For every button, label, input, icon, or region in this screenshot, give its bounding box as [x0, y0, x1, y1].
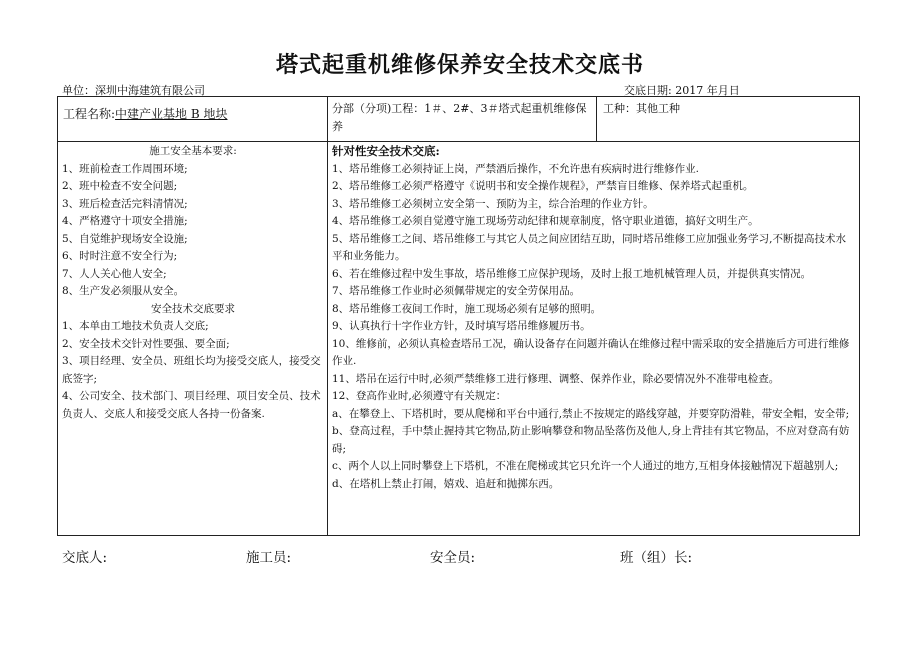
project-label: 工程名称:	[63, 107, 116, 121]
unit-label: 单位：深圳中海建筑有限公司	[62, 84, 205, 97]
list-item: 3、项目经理、安全员、班组长均为接受交底人，接受交底签字;	[62, 355, 321, 385]
left-requirements	[62, 143, 324, 423]
list-item: 6、若在维修过程中发生事故，塔吊维修工应保护现场，及时上报工地机械管理人员，并提供真实情况。	[332, 267, 812, 280]
list-item: c、两个人以上同时攀登上下塔机，不准在爬梯或其它只允许一个人通过的地方,互相身体接触情况下超越别人;	[332, 460, 839, 472]
list-item: 2、塔吊维修工必须严格遵守《说明书和安全操作规程》，严禁盲目维修、保养塔式起重机。	[332, 180, 754, 192]
handover-date: 交底日期: 2017 年月日	[624, 84, 740, 97]
list-item: 4、公司安全、技术部门、项目经理、项目安全员、技术负责人、交底人和接受交底人各持一份备案.	[62, 390, 321, 420]
list-item: 4、塔吊维修工必须自觉遵守施工现场劳动纪律和规章制度，恪守职业道德，搞好文明生产。	[332, 215, 759, 227]
list-item: 4、严格遵守十项安全措施;	[62, 215, 188, 227]
list-item: 1、本单由工地技术负责人交底;	[62, 320, 209, 332]
targeted-safety-disclosure	[332, 143, 856, 493]
disclosure-table	[57, 96, 860, 536]
list-item: 1、塔吊维修工必须持证上岗，严禁酒后操作，不允许患有疾病时进行维修作业.	[332, 162, 700, 175]
safety-officer-signature-label: 安全员:	[430, 550, 476, 566]
header-divider-1	[327, 97, 328, 141]
list-item: 2、班中检查不安全问题;	[62, 180, 178, 192]
list-item: 10、维修前，必须认真检查塔吊工况，确认设备存在问题并确认在维修过程中需采取的安全措施后方可进行维修作业.	[332, 337, 850, 367]
subproject-cell: 分部（分项)工程：1＃、2#、3＃塔式起重机维修保养	[332, 102, 587, 133]
list-item: 11、塔吊在运行中时,必须严禁维修工进行修理、调整、保养作业，除必要情况外不准带电检查。	[332, 372, 780, 385]
list-item: 3、塔吊维修工必须树立安全第一、预防为主，综合治理的作业方针。	[332, 197, 654, 210]
discloser-signature-label: 交底人:	[62, 550, 108, 566]
list-item: 12、登高作业时,必须遵守有关规定：	[332, 390, 507, 402]
list-item: 6、时时注意不安全行为;	[62, 250, 178, 262]
header-divider-2	[596, 97, 597, 141]
team-leader-signature-label: 班（组）长:	[620, 550, 693, 566]
trade-cell: 工种：其他工种	[603, 102, 680, 115]
basic-requirements-title: 施工安全基本要求:	[149, 145, 237, 157]
list-item: d、在塔机上禁止打闹，嬉戏、追赶和抛掷东西。	[332, 477, 560, 490]
list-item: 8、生产发必须服从安全。	[62, 285, 185, 297]
constructor-signature-label: 施工员:	[246, 550, 292, 566]
header-divider	[58, 141, 859, 142]
list-item: b、登高过程，手中禁止握持其它物品,防止影响攀登和物品坠落伤及他人,身上背挂有其它物品，不应对登高有妨碍;	[332, 425, 850, 455]
body-divider	[327, 141, 328, 536]
list-item: 2、安全技术交针对性要强、要全面;	[62, 337, 230, 350]
list-item: 7、塔吊维修工作业时必须佩带规定的安全劳保用品。	[332, 285, 581, 297]
list-item: a、在攀登上、下塔机时，要从爬梯和平台中通行,禁止不按规定的路线穿越，并要穿防滑鞋，带安全帽，安全带;	[332, 407, 850, 420]
project-name	[63, 105, 228, 124]
list-item: 8、塔吊维修工夜间工作时，施工现场必须有足够的照明。	[332, 302, 602, 315]
document-title: 塔式起重机维修保养安全技术交底书	[275, 52, 644, 78]
targeted-title: 针对性安全技术交底:	[332, 144, 440, 158]
project-value: 中建产业基地 B 地块	[115, 107, 228, 121]
list-item: 5、塔吊维修工之间、塔吊维修工与其它人员之间应团结互助，同时塔吊维修工应加强业务学习,不断提高技术水平和业务能力。	[332, 232, 847, 262]
list-item: 5、自觉维护现场安全设施;	[62, 232, 188, 245]
list-item: 1、班前检查工作周围环境;	[62, 162, 188, 175]
handover-requirements-title: 安全技术交底要求	[151, 302, 235, 315]
list-item: 7、人人关心他人安全;	[62, 267, 167, 280]
list-item: 3、班后检查活完料清情况;	[62, 197, 188, 210]
list-item: 9、认真执行十字作业方针，及时填写塔吊维修履历书。	[332, 320, 591, 332]
